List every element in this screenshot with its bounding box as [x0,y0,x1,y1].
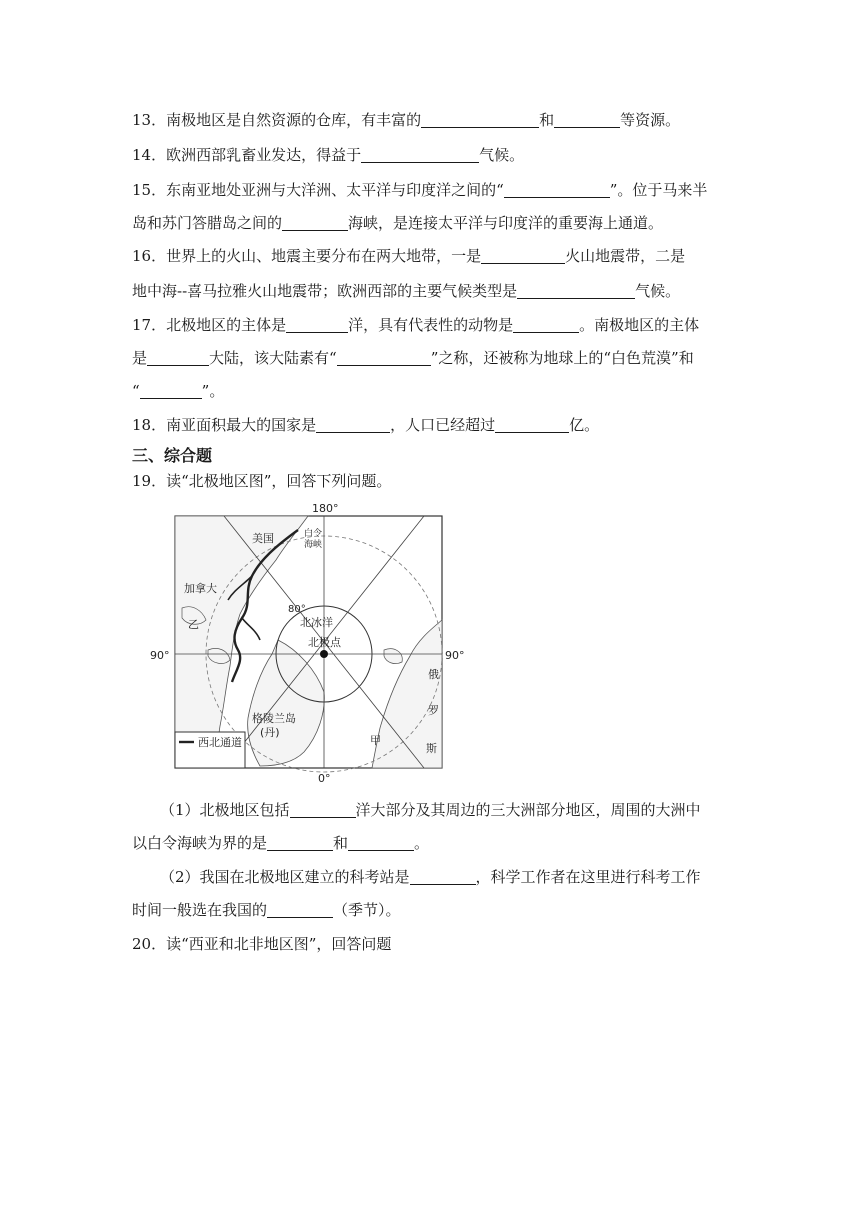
question-16: 16．世界上的火山、地震主要分布在两大地带，一是 火山地震带，二是 [132,247,686,265]
answer-blank[interactable] [267,901,333,918]
legend-label: 西北通道 [198,736,242,749]
answer-blank[interactable] [513,316,579,333]
label-80: 80° [288,604,306,615]
answer-blank[interactable] [410,868,476,885]
section-heading: 三、综合题 [132,446,213,465]
question-number: 17． [132,316,167,334]
answer-blank[interactable] [267,834,333,851]
question-19-2: （2）我国在北极地区建立的科考站是 ，科学工作者在这里进行科考工作 [160,868,701,886]
answer-blank[interactable] [421,111,539,128]
answer-blank[interactable] [286,316,348,333]
question-14: 14．欧洲西部乳畜业发达，得益于 气候。 [132,146,525,164]
question-17: 17．北极地区的主体是 洋，具有代表性的动物是 。南极地区的主体 [132,316,700,334]
answer-blank[interactable] [481,247,565,264]
label-greenland-1: 格陵兰岛 [252,712,296,725]
question-20: 20．读“西亚和北非地区图”，回答问题 [132,935,392,953]
question-number: 20． [132,935,167,953]
label-0: 0° [318,772,331,785]
question-17-cont: 是 大陆，该大陆素有“ ”之称，还被称为地球上的“白色荒漠”和 [132,349,694,367]
label-90-left: 90° [150,649,170,662]
north-pole-dot [320,650,328,658]
label-usa: 美国 [252,532,274,545]
answer-blank[interactable] [361,146,479,163]
label-90-right: 90° [445,649,465,662]
answer-blank[interactable] [282,214,348,231]
answer-blank[interactable] [517,282,635,299]
label-bering-1: 白令 [304,529,323,539]
arctic-region-map [148,500,468,786]
label-russia-3: 斯 [426,742,437,755]
question-19-1-cont: 以白令海峡为界的是 和 。 [132,834,430,852]
question-number: 14． [132,146,167,164]
answer-blank[interactable] [504,181,610,198]
question-number: 15． [132,181,167,199]
label-bering-2: 海峡 [304,540,323,550]
label-180: 180° [312,502,339,515]
answer-blank[interactable] [316,416,390,433]
answer-blank[interactable] [337,349,431,366]
question-number: 13． [132,111,167,129]
question-number: 19． [132,472,167,490]
label-greenland-2: (丹) [260,726,280,739]
label-canada: 加拿大 [184,582,217,595]
question-19-1: （1）北极地区包括 洋大部分及其周边的三大洲部分地区，周围的大洲中 [160,801,701,819]
question-15: 15．东南亚地处亚洲与大洋洲、太平洋与印度洋之间的“ ”。位于马来半 [132,181,708,199]
label-north-pole: 北极点 [308,636,341,649]
question-17-cont2: “ ”。 [132,382,225,400]
answer-blank[interactable] [140,382,202,399]
question-number: 18． [132,416,167,434]
answer-blank[interactable] [348,834,414,851]
question-15-cont: 岛和苏门答腊岛之间的 海峡，是连接太平洋与印度洋的重要海上通道。 [132,214,664,232]
label-arctic-ocean: 北冰洋 [300,616,333,629]
question-13: 13．南极地区是自然资源的仓库，有丰富的 和 等资源。 [132,111,681,129]
question-16-cont: 地中海--喜马拉雅火山地震带；欧洲西部的主要气候类型是 气候。 [132,282,681,300]
label-yi: 乙 [188,618,199,631]
question-19-2-cont: 时间一般选在我国的 （季节）。 [132,901,401,919]
label-russia-1: 俄 [428,668,439,681]
answer-blank[interactable] [147,349,209,366]
question-19: 19．读“北极地区图”，回答下列问题。 [132,472,392,490]
question-18: 18．南亚面积最大的国家是 ，人口已经超过 亿。 [132,416,600,434]
question-number: 16． [132,247,167,265]
answer-blank[interactable] [495,416,569,433]
label-jia: 甲 [370,734,381,747]
answer-blank[interactable] [290,801,356,818]
answer-blank[interactable] [554,111,620,128]
label-russia-2: 罗 [428,704,439,717]
